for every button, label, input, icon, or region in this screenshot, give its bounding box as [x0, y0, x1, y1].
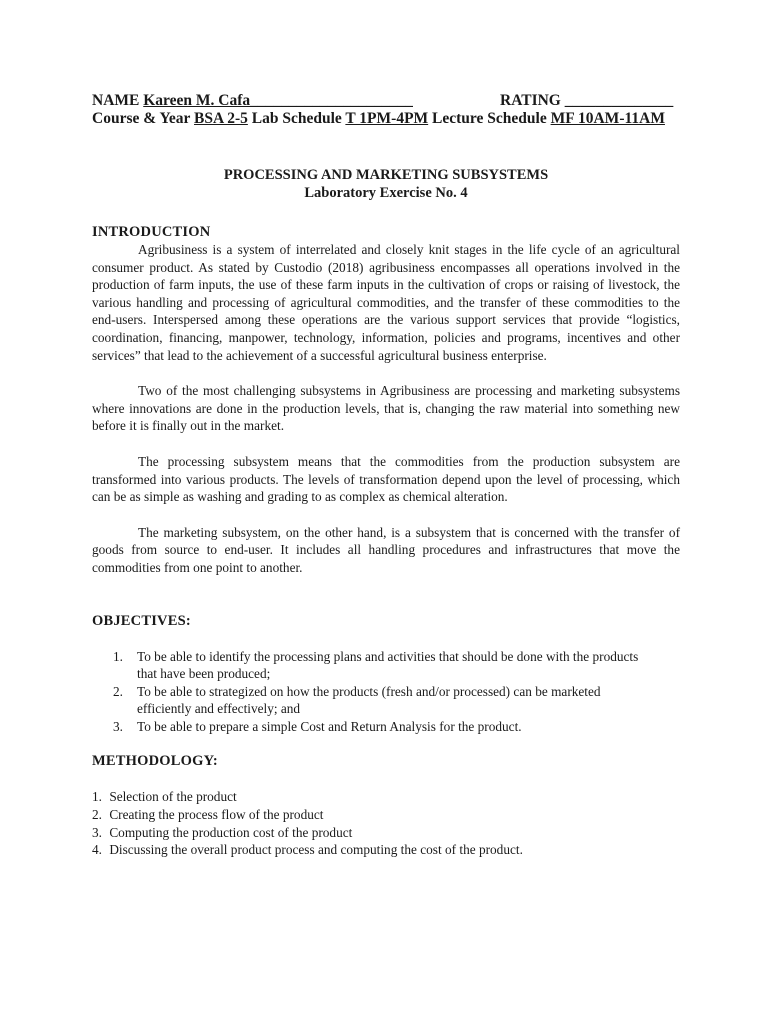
- title-sub: Laboratory Exercise No. 4: [304, 185, 468, 201]
- list-item: [92, 841, 680, 859]
- item-text: Selection of the product: [109, 789, 237, 805]
- introduction-heading: INTRODUCTION: [92, 224, 211, 240]
- item-number: 1.: [92, 789, 102, 805]
- item-number: 3.: [113, 718, 123, 734]
- name-value: Kareen M. Cafa_____________________: [143, 92, 413, 109]
- intro-paragraph-1: Agribusiness is a system of interrelated and closely knit stages in the life cycle of an agricultural consumer product. As stated by Custodio (2018) agribusiness encompasses all operations involved in the production of farm inputs, the use of these farm inputs in the cultivation of crops or raising of livestock, the various handling and processing of agricultural commodities, and the transfer of these commodities to the end-users. Interspersed among these operations are the various support services that provide “logistics, coordination, financing, manpower, technology, information, policies and programs, incentives and other services” that lead to the achievement of a successful agricultural business enterprise.: [92, 242, 680, 363]
- methodology-list: [92, 788, 680, 858]
- list-item: [92, 788, 680, 806]
- rating-field: [500, 92, 673, 110]
- intro-paragraph-4: The marketing subsystem, on the other hand, is a subsystem that is concerned with the transfer of goods from source to end-user. It includes all handling procedures and infrastructures that move the commodities from one point to another.: [92, 524, 680, 575]
- item-number: 1.: [113, 648, 123, 664]
- lecture-label: Lecture Schedule: [432, 110, 547, 127]
- methodology-heading: METHODOLOGY:: [92, 753, 218, 770]
- item-number: 4.: [92, 842, 102, 858]
- item-text: To be able to strategized on how the products (fresh and/or processed) can be marketed efficiently and effectively; and: [137, 683, 601, 717]
- list-item: [92, 683, 680, 718]
- rating-label: RATING: [500, 92, 561, 109]
- name-label: NAME: [92, 92, 140, 109]
- list-item: [92, 806, 680, 824]
- item-text: Computing the production cost of the product: [109, 824, 353, 840]
- item-text: To be able to prepare a simple Cost and Return Analysis for the product.: [137, 718, 522, 734]
- document-page: [92, 92, 680, 859]
- course-value: BSA 2-5: [194, 110, 248, 127]
- course-line: [92, 110, 680, 128]
- item-number: 2.: [113, 683, 123, 699]
- course-label: Course & Year: [92, 110, 191, 127]
- document-title: [92, 166, 680, 202]
- objectives-list: [92, 648, 680, 736]
- lab-label: Lab Schedule: [251, 110, 342, 127]
- item-text: Discussing the overall product process and computing the cost of the product.: [109, 842, 523, 858]
- item-number: 3.: [92, 824, 102, 840]
- objectives-heading: OBJECTIVES:: [92, 612, 191, 629]
- intro-paragraph-3: The processing subsystem means that the commodities from the production subsystem are transformed into various products. The levels of transformation depend upon the level of processing, which can be as simple as washing and grading to as complex as chemical alteration.: [92, 453, 680, 505]
- lecture-value: MF 10AM-11AM: [550, 110, 665, 127]
- title-main: PROCESSING AND MARKETING SUBSYSTEMS: [223, 167, 549, 183]
- lab-value: T 1PM-4PM: [345, 110, 429, 127]
- list-item: [92, 718, 680, 736]
- item-text: To be able to identify the processing plans and activities that should be done with the products that have been produced;: [137, 648, 639, 682]
- item-number: 2.: [92, 807, 102, 823]
- intro-paragraph-2: Two of the most challenging subsystems in Agribusiness are processing and marketing subsystems where innovations are done in the production levels, that is, changing the raw material into something new before it is finally out in the market.: [92, 383, 680, 434]
- rating-value: ______________: [564, 92, 674, 109]
- list-item: [92, 648, 680, 683]
- name-line: [92, 92, 680, 110]
- list-item: [92, 824, 680, 842]
- item-text: Creating the process flow of the product: [109, 807, 324, 823]
